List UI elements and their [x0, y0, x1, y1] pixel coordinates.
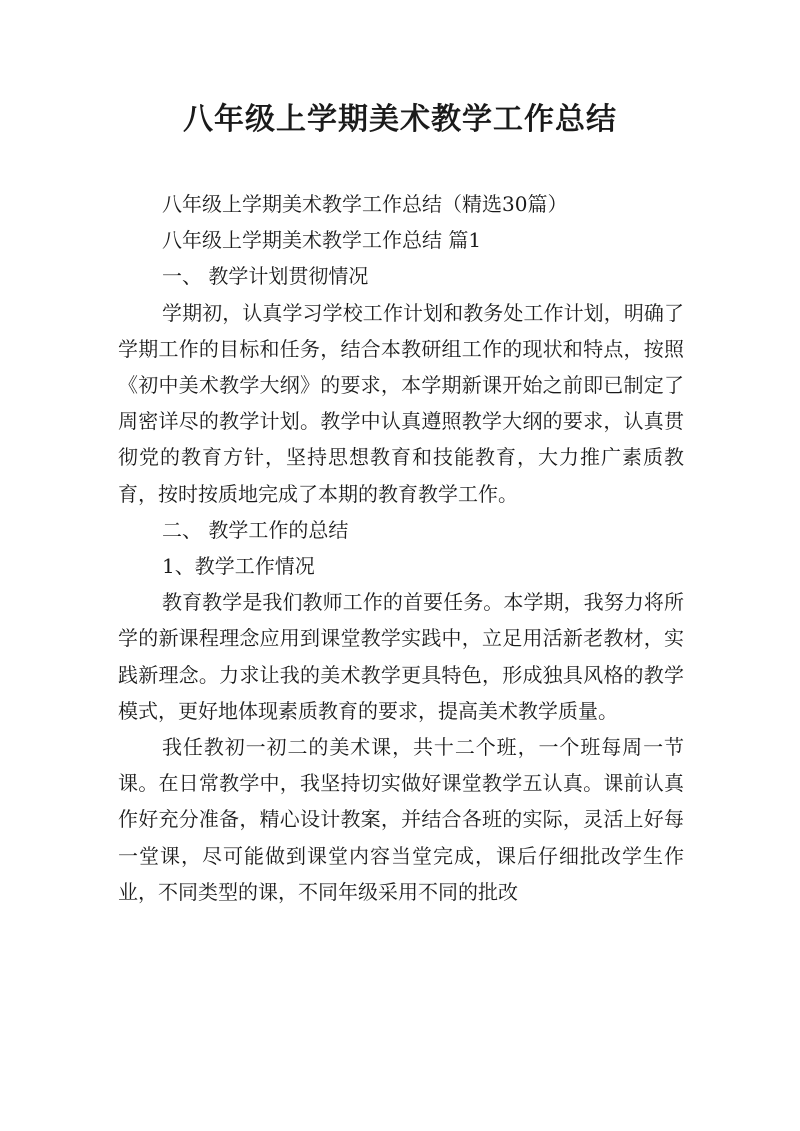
section-heading-paragraph: 八年级上学期美术教学工作总结 篇1: [162, 228, 482, 253]
body-paragraph: 学期初，认真学习学校工作计划和教务处工作计划，明确了学期工作的目标和任务，结合本教研组工作的现状和特点，按照《初中美术教学大纲》的要求，本学期新课开始之前即已制定了周密详尽的教学计划。教学中认真遵照教学大纲的要求，认真贯彻党的教育方针，坚持思想教育和技能教育，大力推广素质教育，按时按质地完成了本期的教育教学工作。: [118, 300, 684, 506]
document-body: [118, 186, 684, 910]
heading-teaching-summary: 二、 教学工作的总结: [162, 517, 349, 542]
body-paragraph: 教育教学是我们教师工作的首要任务。本学期，我努力将所学的新课程理念应用到课堂教学实践中，立足用活新老教材，实践新理念。力求让我的美术教学更具特色，形成独具风格的教学模式，更好地体现素质教育的要求，提高美术教学质量。: [118, 590, 684, 723]
subheading-teaching-status: 1、教学工作情况: [162, 554, 315, 579]
heading-plan-implementation: 一、 教学计划贯彻情况: [162, 264, 369, 289]
document-title: 八年级上学期美术教学工作总结: [183, 102, 617, 137]
subtitle-paragraph: 八年级上学期美术教学工作总结（精选30篇）: [162, 192, 568, 216]
body-paragraph: 我任教初一初二的美术课，共十二个班，一个班每周一节课。在日常教学中，我坚持切实做好课堂教学五认真。课前认真作好充分准备，精心设计教案，并结合各班的实际，灵活上好每一堂课，尽可能做到课堂内容当堂完成，课后仔细批改学生作业，不同类型的课，不同年级采用不同的批改: [118, 735, 684, 904]
